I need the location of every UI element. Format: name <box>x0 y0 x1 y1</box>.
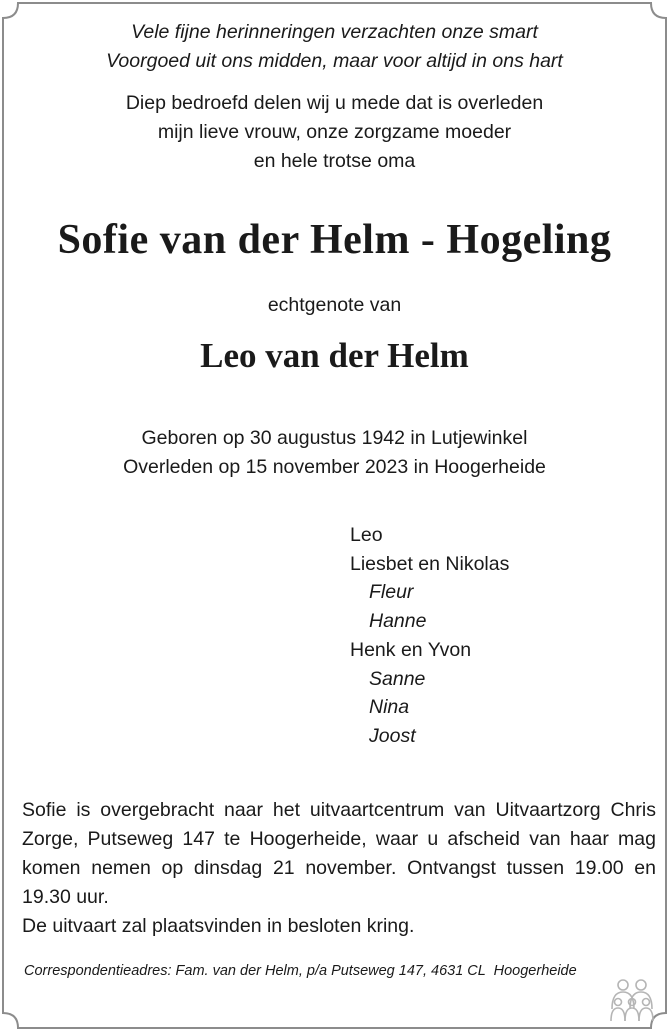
announcement-intro <box>0 89 669 176</box>
grandchild: Hanne <box>369 610 427 633</box>
life-dates <box>0 424 669 482</box>
deceased-name: Sofie van der Helm - Hogeling <box>57 217 612 263</box>
poem-line: Voorgoed uit ons midden, maar voor altijd in ons hart <box>106 50 563 72</box>
correspondence-address: Correspondentieadres: Fam. van der Helm, p/a Putseweg 147, 4631 CL Hoogerheide <box>24 963 577 979</box>
family-member: Liesbet en Nikolas <box>350 552 510 575</box>
birth-line: Geboren op 30 augustus 1942 in Lutjewinkel <box>141 427 528 449</box>
grandchild: Sanne <box>369 667 426 690</box>
spouse-label: echtgenote van <box>267 294 402 316</box>
family-logo-icon <box>607 977 657 1023</box>
family-member: Henk en Yvon <box>350 638 472 661</box>
intro-line: en hele trotse oma <box>253 150 416 172</box>
death-line: Overleden op 15 november 2023 in Hoogerheide <box>123 456 546 478</box>
grandchild: Joost <box>369 724 416 747</box>
funeral-notice <box>22 796 656 941</box>
family-list <box>350 521 509 751</box>
grandchild: Nina <box>369 696 410 719</box>
memorial-poem <box>0 18 669 76</box>
notice-closing: De uitvaart zal plaatsvinden in besloten kring. <box>22 915 415 937</box>
poem-line: Vele fijne herinneringen verzachten onze smart <box>131 21 538 43</box>
intro-line: Diep bedroefd delen wij u mede dat is overleden <box>125 92 544 114</box>
intro-line: mijn lieve vrouw, onze zorgzame moeder <box>157 121 512 143</box>
family-member: Leo <box>350 524 383 546</box>
grandchild: Fleur <box>369 581 414 604</box>
notice-paragraph: Sofie is overgebracht naar het uitvaartcentrum van Uitvaartzorg Chris Zorge, Putseweg 147 te Hoogerheide, waar u afscheid van haar mag komen nemen op dinsdag 21 november. Ontvangst tussen 19.00 en 19.30 uur. <box>22 799 656 908</box>
spouse-name: Leo van der Helm <box>200 336 469 375</box>
